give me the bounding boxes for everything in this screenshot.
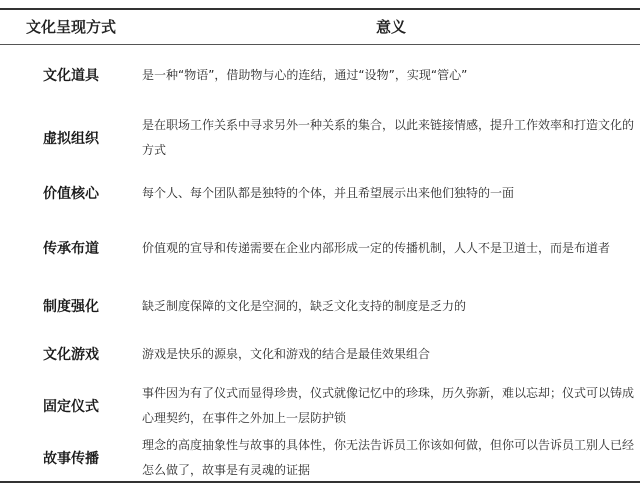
row-meaning: 理念的高度抽象性与故事的具体性，你无法告诉员工你该如何做，但你可以告诉员工别人已经怎么做了，故事是有灵魂的证据 [142,438,635,477]
row-term: 文化道具 [43,68,99,84]
row-meaning: 事件因为有了仪式而显得珍贵，仪式就像记忆中的珍珠，历久弥新，难以忘却；仪式可以铸成心理契约，在事件之外加上一层防护锁 [142,386,635,425]
table-body [0,45,640,481]
row-term: 传承布道 [43,241,99,257]
row-meaning: 缺乏制度保障的文化是空洞的，缺乏文化支持的制度是乏力的 [142,298,467,313]
table-row [0,331,640,377]
row-term: 制度强化 [43,299,99,315]
row-term: 文化游戏 [43,347,99,363]
row-term: 价值核心 [43,186,99,202]
table-row [0,377,640,435]
table-row [0,45,640,105]
table-row [0,435,640,481]
table-row [0,105,640,171]
row-term: 故事传播 [43,451,99,467]
header-presentation-method: 文化呈现方式 [25,17,116,36]
row-meaning: 每个人、每个团队都是独特的个体，并且希望展示出来他们独特的一面 [142,185,515,200]
table-row [0,281,640,331]
table-row [0,171,640,215]
row-term: 固定仪式 [43,399,99,415]
table-row [0,215,640,281]
header-meaning: 意义 [375,17,406,36]
table-bottom-rule [0,481,640,483]
row-meaning: 价值观的宣导和传递需要在企业内部形成一定的传播机制，人人不是卫道士，而是布道者 [142,240,611,255]
row-meaning: 游戏是快乐的源泉，文化和游戏的结合是最佳效果组合 [142,346,431,361]
row-term: 虚拟组织 [43,131,99,147]
row-meaning: 是在职场工作关系中寻求另外一种关系的集合，以此来链接情感，提升工作效率和打造文化的方式 [142,118,635,157]
row-meaning: 是一种“物语”，借助物与心的连结，通过“设物”，实现“管心” [142,67,468,82]
